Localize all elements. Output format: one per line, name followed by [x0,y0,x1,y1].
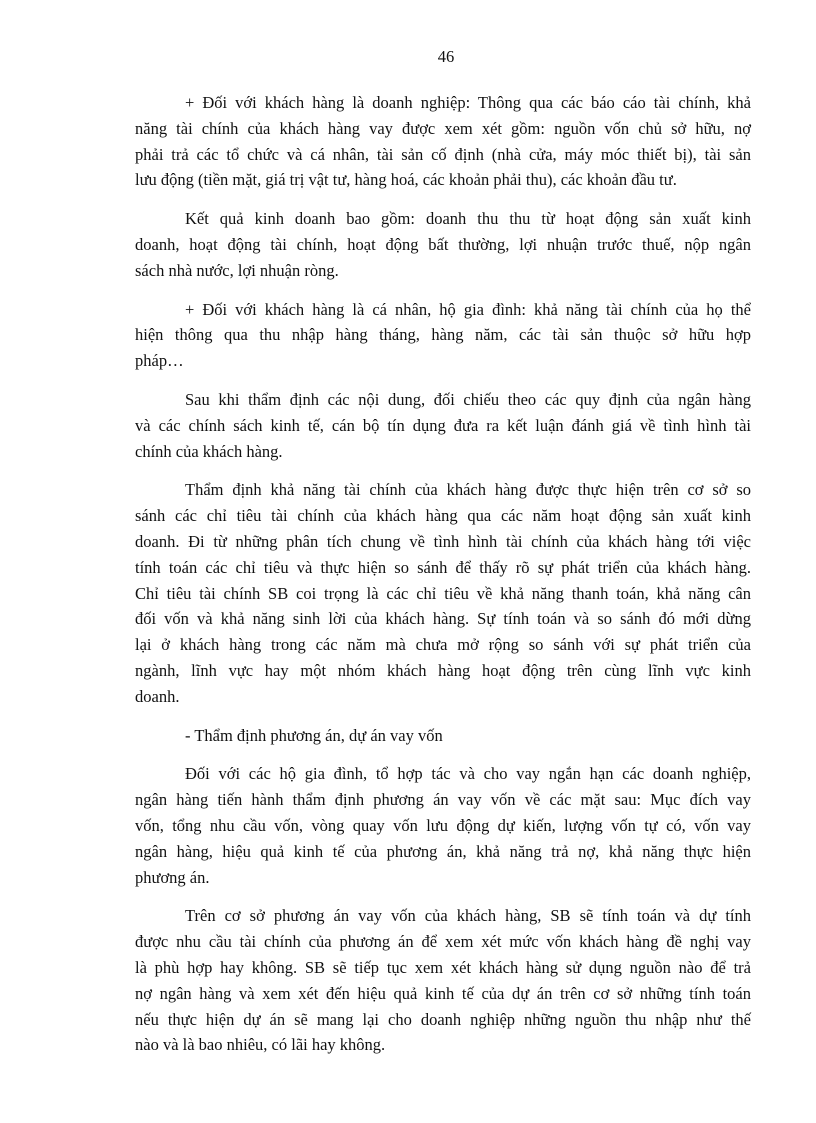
text-line: hiện thông qua thu nhập hàng tháng, hàng năm, các tài sản thuộc sở hữu hợp [135,325,751,345]
text-line: là phù hợp hay không. SB sẽ tiếp tục xem xét khách hàng sử dụng nguồn nào để trả [135,957,751,977]
text-line: phương án. [135,867,210,887]
text-line: ngân hàng, hiệu quả kinh tế của phương án, khả năng trả nợ, khả năng thực hiện [135,841,751,861]
text-line: doanh, hoạt động tài chính, hoạt động bất thường, lợi nhuận trước thuế, nộp ngân [135,234,751,254]
text-line: doanh. [135,686,180,706]
text-line: pháp… [135,351,184,371]
text-line: sánh các chỉ tiêu tài chính của khách hàng qua các năm hoạt động sản xuất kinh [135,506,751,526]
paragraph [135,477,751,709]
paragraph [135,903,751,1058]
text-line: tính toán các chỉ tiêu và thực hiện so sánh để thấy rõ sự phát triển của khách hàng. [135,557,751,577]
text-line: nợ ngân hàng và xem xét đến hiệu quả kinh tế của dự án trên cơ sở những tính toán [135,983,751,1003]
text-line: phải trả các tổ chức và cá nhân, tài sản cố định (nhà cửa, máy móc thiết bị), tài sản [135,144,751,164]
text-line: đối vốn và khả năng sinh lời của khách hàng. Sự tính toán và so sánh đó mới dừng [135,609,751,629]
text-line: - Thẩm định phương án, dự án vay vốn [185,725,443,745]
text-line: chính của khách hàng. [135,441,283,461]
text-line: ngân hàng tiến hành thẩm định phương án vay vốn về các mặt sau: Mục đích vay [135,790,751,810]
paragraph [135,761,751,890]
text-line: được nhu cầu tài chính của phương án để xem xét mức vốn khách hàng đề nghị vay [135,932,751,952]
text-line: và các chính sách kinh tế, cán bộ tín dụng đưa ra kết luận đánh giá về tình hình tài [135,415,751,435]
text-line: Đối với các hộ gia đình, tổ hợp tác và cho vay ngắn hạn các doanh nghiệp, [185,764,751,784]
page-number: 46 [437,47,455,66]
text-line: lại ở khách hàng trong các năm mà chưa mở rộng so sánh với sự phát triển của [135,635,751,655]
text-line: Thẩm định khả năng tài chính của khách hàng được thực hiện trên cơ sở so [185,480,751,500]
text-line: năng tài chính của khách hàng vay được xem xét gồm: nguồn vốn chủ sở hữu, nợ [135,118,751,138]
text-line: vốn, tổng nhu cầu vốn, vòng quay vốn lưu động dự kiến, lượng vốn tự có, vốn vay [135,815,751,835]
paragraph [135,723,751,749]
text-line: Kết quả kinh doanh bao gồm: doanh thu thu từ hoạt động sản xuất kinh [185,209,751,229]
paragraph [135,297,751,374]
text-line: Sau khi thẩm định các nội dung, đối chiếu theo các quy định của ngân hàng [185,389,751,409]
text-line: nếu thực hiện dự án sẽ mang lại cho doanh nghiệp những nguồn thu nhập như thế [135,1009,751,1029]
text-line: sách nhà nước, lợi nhuận ròng. [135,260,339,280]
text-line: ngành, lĩnh vực hay một nhóm khách hàng hoạt động trên cùng lĩnh vực kinh [135,660,751,680]
text-line: + Đối với khách hàng là cá nhân, hộ gia đình: khả năng tài chính của họ thể [185,299,751,319]
document-body [135,90,751,1071]
text-line: lưu động (tiền mặt, giá trị vật tư, hàng hoá, các khoản phải thu), các khoản đầu tư. [135,170,677,190]
text-line: Trên cơ sở phương án vay vốn của khách hàng, SB sẽ tính toán và dự tính [185,906,751,926]
paragraph [135,387,751,464]
text-line: nào và là bao nhiêu, có lãi hay không. [135,1035,386,1055]
paragraph [135,206,751,283]
text-line: Chỉ tiêu tài chính SB coi trọng là các chỉ tiêu về khả năng thanh toán, khả năng cân [135,583,751,603]
text-line: doanh. Đi từ những phân tích chung về tình hình tài chính của khách hàng tới việc [135,531,751,551]
text-line: + Đối với khách hàng là doanh nghiệp: Thông qua các báo cáo tài chính, khả [185,93,751,112]
paragraph [135,90,751,193]
